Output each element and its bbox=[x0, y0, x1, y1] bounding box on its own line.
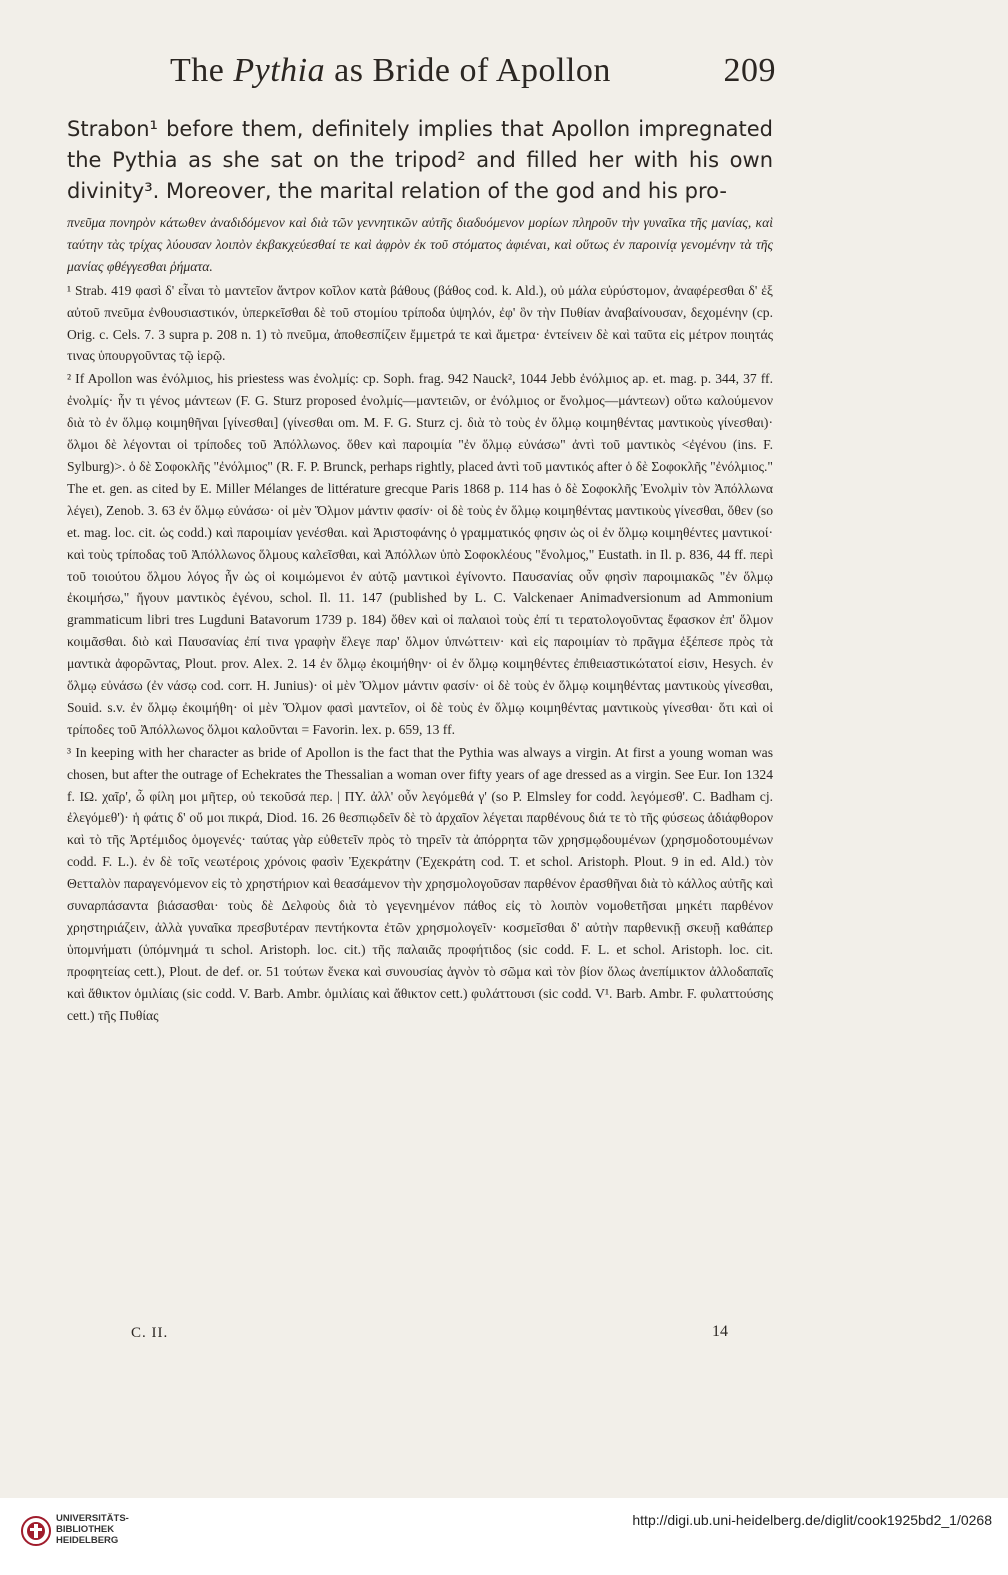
page-number: 209 bbox=[723, 52, 776, 89]
library-bar bbox=[0, 1498, 1008, 1575]
running-title-italic: Pythia bbox=[233, 52, 326, 89]
running-header bbox=[170, 52, 776, 102]
running-title: The Pythia as Bride of Apollon bbox=[170, 52, 611, 89]
library-name: UNIVERSITÄTS- BIBLIOTHEK HEIDELBERG bbox=[56, 1513, 129, 1546]
main-text-line: the Pythia as she sat on the tripod² and filled her with his own bbox=[67, 148, 773, 172]
footnote-2: ² If Apollon was ἐνόλμιος, his priestess was ἐνολμίς: cp. Soph. frag. 942 Nauck², 1044 Jebb ἐνόλμιος ap. et. mag. p. 344, 37 ff. ἐνολμίς· ἦν τι γένος μάντεων (F. G. Sturz proposed ἐνολμίς—μαντειῶν, or ἐνόλμιος or ἔνολμος—μάντεων) οὕτω καλούμενον διὰ τὸ ἐν ὅλμῳ κοιμηθῆναι [γίνεσθαι] (γίνεσθαι om. M. F. G. Sturz cj. διὰ τὸ τοὺς ἐν ὅλμῳ κοιμηθέντας μαντικοὺς γίνεσθαι)· ὅλμοι δὲ λέγονται οἱ τρίποδες τοῦ Ἀπόλλωνος. ὅθεν καὶ παροιμία "ἐν ὅλμῳ εὐνάσω" ἀντὶ τοῦ μαντικὸς <ἐγένου (ins. F. Sylburg)>. ὁ δὲ Σοφοκλῆς "ἐνόλμιος" (R. F. P. Brunck, perhaps rightly, placed ἀντὶ τοῦ μαντικός after ὁ δὲ Σοφοκλῆς "ἐνόλμιος." The et. gen. as cited by E. Miller Mélanges de littérature grecque Paris 1868 p. 114 has ὁ δὲ Σοφοκλῆς Ἐνολμὶν τὸν Ἀπόλλωνα λέγει), Zenob. 3. 63 ἐν ὅλμῳ εὐνάσω· οἱ μὲν Ὅλμον μάντιν φασίν· οἱ δὲ τοὺς ἐν ὅλμῳ κοιμηθέντας μαντικοὺς γίνεσθαι, ὅθεν (so et. mag. loc. cit. ὡς codd.) καὶ παροιμίαν γενέσθαι. καὶ Ἀριστοφάνης ὁ γραμματικός φησιν ὡς οἱ ἐν ὅλμῳ κοιμηθέντες μαντικοί· καὶ τοὺς τρίποδας τοῦ Ἀπόλλωνος ὅλμους καλεῖσθαι, καὶ Ἀπόλλων ὑπὸ Σοφοκλέους "ἔνολμος," Eustath. in Il. p. 836, 44 ff. περὶ τοῦ τοιούτου ὅλμου λόγος ἦν ὡς οἱ κοιμώμενοι ἐν αὐτῷ μαντικοὶ ἐγίνοντο. Παυσανίας οὖν φησὶν παροιμιακῶς "ἐν ὅλμῳ ἐκοιμήσω," ἤγουν μαντικὸς ἐγένου, schol. Il. 11. 147 (published by L. C. Valckenaer Animadversionum ad Ammonium grammaticum libri tres Lugduni Batavorum 1739 p. 184) ὅθεν καὶ οἱ παλαιοὶ τοὺς ἐπί τι τερατολογοῦντας ἔφασκον ἐπ' ὅλμον κοιμᾶσθαι. διὸ καὶ Παυσανίας ἐπί τινα γραφὴν ἔλεγε παρ' ὅλμον ὑπνώττειν· καὶ εἰς παροιμίαν τὸ πρᾶγμα ἐξέπεσε πρὸς τὰ μαντικὰ ἀφορῶντας, Plout. prov. Alex. 2. 14 ἐν ὅλμῳ ἐκοιμήθην· οἱ ἐν ὅλμῳ κοιμηθέντες ἐπιθειαστικώτατοί εἰσιν, Hesych. ἐν ὅλμῳ εὐνάσω (ἐν νάσῳ cod. corr. H. Junius)· οἱ μὲν Ὅλμον μάντιν φασίν· οἱ δὲ τοὺς ἐν ὅλμῳ κοιμηθέντας μαντικοὺς γίνεσθαι, Souid. s.v. ἐν ὅλμῳ ἐκοιμήθη· οἱ μὲν Ὅλμον φασὶ μαντεῖον, οἱ δὲ τοὺς ἐν ὅλμῳ κοιμηθέντας μαντικοὺς γίνεσθαι· ὅτι καὶ οἱ τρίποδες τοῦ Ἀπόλλωνος ὅλμοι καλοῦνται = Favorin. lex. p. 659, 13 ff. bbox=[67, 371, 773, 737]
main-text-line: divinity³. Moreover, the marital relation of the god and his pro- bbox=[67, 179, 727, 203]
footnote-3: ³ In keeping with her character as bride of Apollon is the fact that the Pythia was always a virgin. At first a young woman was chosen, but after the outrage of Echekrates the Thessalian a woman over fifty years of age dressed as a virgin. See Eur. Ion 1324 f. ΙΩ. χαῖρ', ὦ φίλη μοι μῆτερ, οὐ τεκοῦσά περ. | ΠΥ. ἀλλ' οὖν λεγόμεθά γ' (so P. Elmsley for codd. λεγόμεσθ'. C. Badham cj. ἐλεγόμεθ')· ἡ φάτις δ' οὔ μοι πικρά, Diod. 16. 26 θεσπιῳδεῖν δὲ τὸ ἀρχαῖον λέγεται παρθένους διά τε τὸ τῆς φύσεως ἀδιάφθορον καὶ τὸ τῆς Ἀρτέμιδος ὁμογενές· ταύτας γὰρ εὐθετεῖν πρὸς τὸ τηρεῖν τὰ ἀπόρρητα τῶν χρησμῳδουμένων (χρησμοδοτουμένων codd. F. L.). ἐν δὲ τοῖς νεωτέροις χρόνοις φασὶν Ἐχεκράτην (Ἐχεκράτη cod. T. et schol. Aristoph. Plout. 9 in ed. Ald.) τὸν Θετταλὸν παραγενόμενον εἰς τὸ χρηστήριον καὶ θεασάμενον τὴν χρησμολογοῦσαν παρθένον ἐρασθῆναι διὰ τὸ κάλλος αὐτῆς καὶ συναρπάσαντα βιάσασθαι· τοὺς δὲ Δελφοὺς διὰ τὸ γεγενημένον πάθος εἰς τὸ λοιπὸν νομοθετῆσαι μηκέτι παρθένον χρηστηριάζειν, ἀλλὰ γυναῖκα πρεσβυτέραν πεντήκοντα ἐτῶν χρησμολογεῖν· κοσμεῖσθαι δ' αὐτὴν παρθενικῇ σκευῇ καθάπερ ὑπομνήματι (ὑπόμνημά τι schol. Aristoph. loc. cit.) τῆς παλαιᾶς προφήτιδος (sic codd. F. L. et schol. Aristoph. loc. cit. προφητείας cett.), Plout. de def. or. 51 τούτων ἕνεκα καὶ συνουσίας ἁγνὸν τὸ σῶμα καὶ τὸν βίον ὅλως ἀνεπίμικτον ἀλλοδαπαῖς καὶ ἄθικτον ὁμιλίαις (sic codd. V. Barb. Ambr. ὁμιλίαις καὶ ἄθικτον cett.) φυλάττουσι (sic codd. V¹. Barb. Ambr. F. φυλαττούσης cett.) τῆς Πυθίας bbox=[67, 744, 773, 1023]
footnote-continuation: πνεῦμα πονηρὸν κάτωθεν ἀναδιδόμενον καὶ διὰ τῶν γεννητικῶν αὐτῆς διαδυόμενον μορίων πληροῦν τὴν γυναῖκα τῆς μανίας, καὶ ταύτην τὰς τρίχας λύουσαν λοιπὸν ἐκβακχεύεσθαί τε καὶ ἀφρὸν ἐκ τοῦ στόματος ἀφιέναι, καὶ οὕτως ἐν παροινίᾳ γενομένην τὰ τῆς μανίας φθέγγεσθαι ῥήματα. bbox=[67, 215, 773, 274]
permalink-url[interactable]: http://digi.ub.uni-heidelberg.de/diglit/cook1925bd2_1/0268 bbox=[632, 1512, 992, 1528]
footnotes bbox=[67, 212, 773, 1028]
main-text-line: Strabon¹ before them, definitely implies that Apollon impregnated bbox=[67, 117, 773, 141]
signature-mark: C. II. bbox=[131, 1325, 169, 1341]
main-text bbox=[67, 114, 773, 207]
signature-number: 14 bbox=[712, 1323, 728, 1340]
footnote-1: ¹ Strab. 419 φασὶ δ' εἶναι τὸ μαντεῖον ἄντρον κοῖλον κατὰ βάθους (βάθος cod. k. Ald.), οὐ μάλα εὐρύστομον, ἀναφέρεσθαι δ' ἐξ αὐτοῦ πνεῦμα ἐνθουσιαστικόν, ὑπερκεῖσθαι δὲ τοῦ στομίου τρίποδα ὑψηλόν, ἐφ' ὃν τὴν Πυθίαν ἀναβαίνουσαν, δεχομένην (cp. Orig. c. Cels. 7. 3 supra p. 208 n. 1) τὸ πνεῦμα, ἀποθεσπίζειν ἔμμετρά τε καὶ ἄμετρα· ἐντείνειν δὲ καὶ ταῦτα εἰς μέτρον ποιητάς τινας ὑπουργοῦντας τῷ ἱερῷ. bbox=[67, 282, 773, 364]
university-seal-icon bbox=[20, 1515, 52, 1547]
